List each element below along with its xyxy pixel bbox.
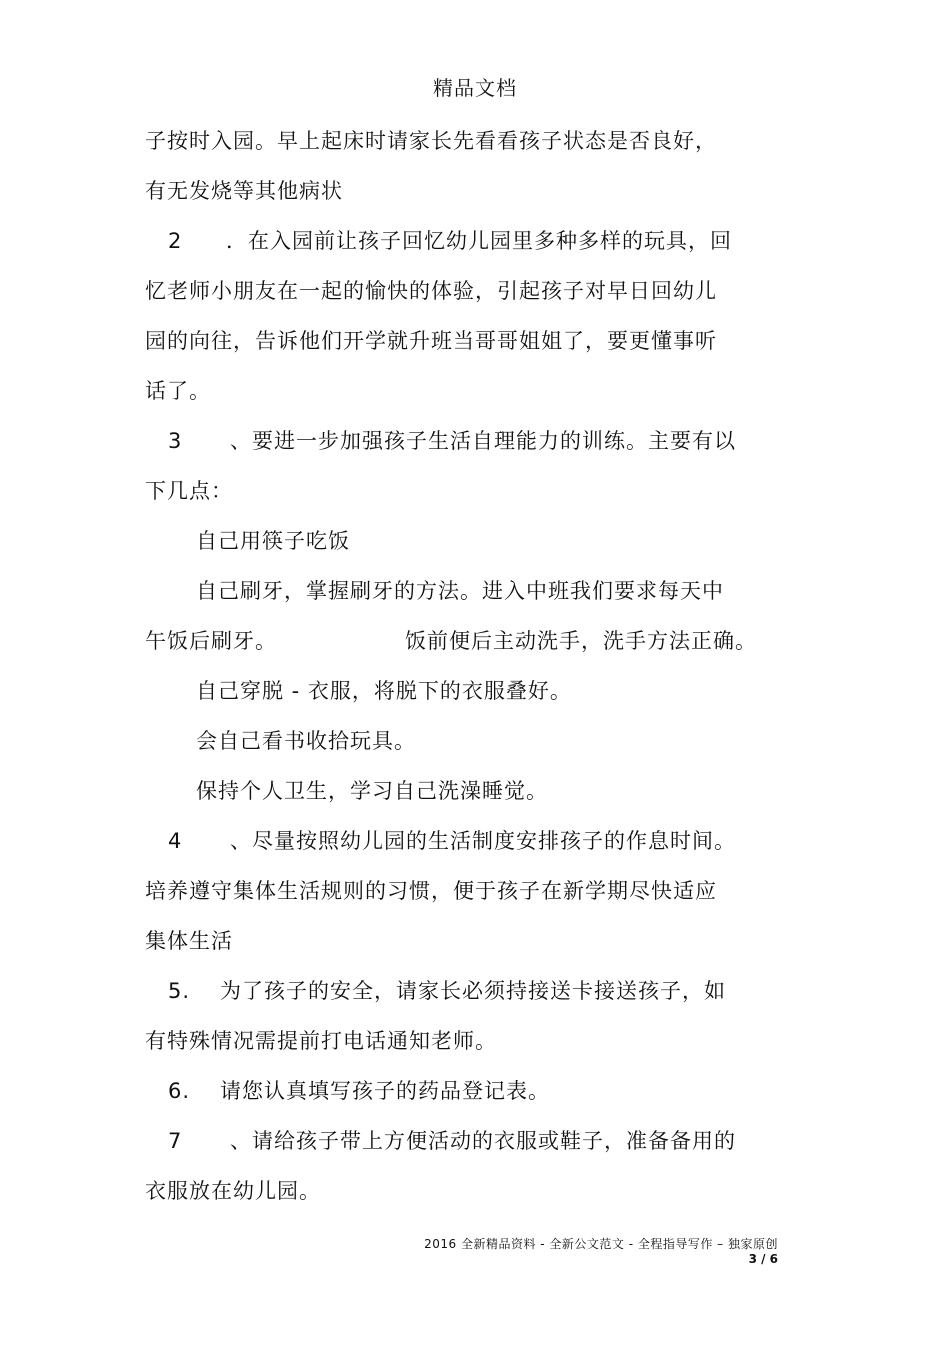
text-line: 为了孩子的安全，请家长必须持接送卡接送孩子，如	[220, 979, 726, 1003]
text-line: 会自己看书收拾玩具。	[196, 729, 416, 753]
list-number: 3	[168, 429, 183, 453]
list-item-2	[168, 226, 732, 256]
text-line: 衣服放在幼儿园。	[145, 1179, 321, 1203]
page-number: 3 / 6	[748, 1252, 778, 1266]
list-number: 7	[168, 1129, 183, 1153]
list-number: 4	[168, 829, 183, 853]
page-header: 精品文档	[433, 76, 517, 100]
text-line: ．在入园前让孩子回忆幼儿园里多种多样的玩具，回	[226, 229, 732, 253]
text-line: 有特殊情况需提前打电话通知老师。	[145, 1029, 497, 1053]
page-footer: 2016 全新精品资料 - 全新公文范文 - 全程指导写作 – 独家原创	[424, 1237, 778, 1251]
text-line: 下几点：	[145, 479, 233, 503]
list-number: 2	[168, 229, 183, 253]
text-line: 、尽量按照幼儿园的生活制度安排孩子的作息时间。	[230, 829, 736, 853]
text-line	[145, 626, 757, 656]
text-line: 、要进一步加强孩子生活自理能力的训练。主要有以	[230, 429, 736, 453]
list-item-4	[168, 826, 736, 856]
list-item-3	[168, 426, 736, 456]
list-item-7	[168, 1126, 736, 1156]
text-line: 话了。	[145, 379, 211, 403]
text-line: 、请给孩子带上方便活动的衣服或鞋子，准备备用的	[230, 1129, 736, 1153]
text-line: 保持个人卫生，学习自己洗澡睡觉。	[196, 779, 548, 803]
text-segment: 饭前便后主动洗手，洗手方法正确。	[405, 629, 757, 653]
text-line: 忆老师小朋友在一起的愉快的体验，引起孩子对早日回幼儿	[145, 279, 717, 303]
text-line: 子按时入园。早上起床时请家长先看看孩子状态是否良好，	[145, 129, 717, 153]
text-line: 自己穿脱 - 衣服，将脱下的衣服叠好。	[196, 679, 572, 703]
list-item-5	[168, 976, 726, 1006]
list-number: 5.	[168, 979, 191, 1003]
text-line: 自己刷牙，掌握刷牙的方法。进入中班我们要求每天中	[196, 579, 724, 603]
text-line: 请您认真填写孩子的药品登记表。	[220, 1079, 550, 1103]
text-line: 集体生活	[145, 929, 233, 953]
list-number: 6.	[168, 1079, 191, 1103]
list-item-6	[168, 1076, 550, 1106]
text-line: 有无发烧等其他病状	[145, 179, 343, 203]
text-line: 培养遵守集体生活规则的习惯，便于孩子在新学期尽快适应	[145, 879, 717, 903]
text-line: 自己用筷子吃饭	[196, 529, 350, 553]
text-segment: 午饭后刷牙。	[145, 629, 277, 653]
text-line: 园的向往，告诉他们开学就升班当哥哥姐姐了，要更懂事听	[145, 329, 717, 353]
